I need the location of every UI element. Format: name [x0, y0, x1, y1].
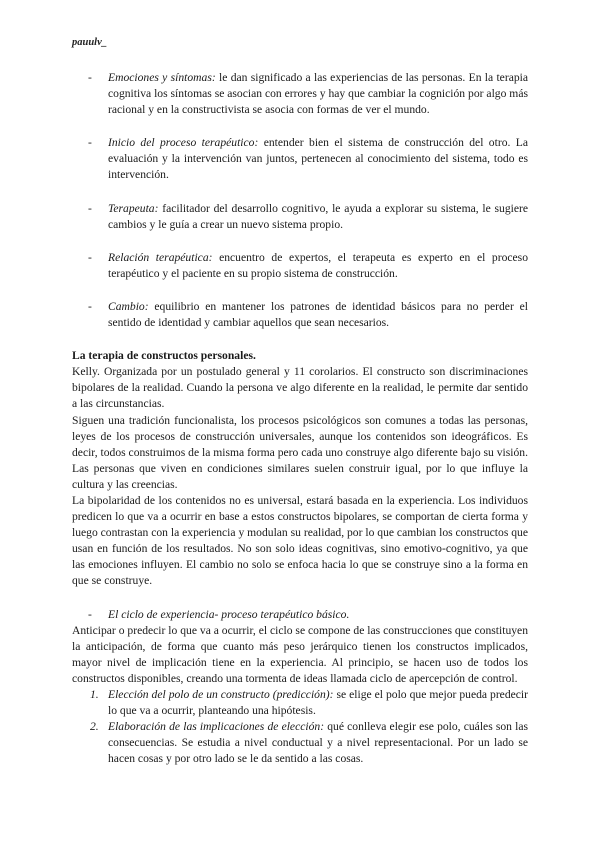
item-text: equilibrio en mantener los patrones de identidad básicos para no perder el sentido de identidad y cambiar aquellos que sean necesarios.: [108, 299, 528, 330]
list-item: [72, 299, 528, 331]
paragraph: Anticipar o predecir lo que va a ocurrir, el ciclo se compone de las construcciones que constituyen la anticipación, de forma que cuanto más peso jerárquico tienen los constructos implicados, mayor nivel de implicación tiene en la experiencia. Al principio, se hacen uso de todos los constructos disponibles, creando una tormenta de ideas llamada ciclo de apercepción de control.: [72, 623, 528, 685]
item-text: qué conlleva elegir ese polo, cuáles son las consecuencias. Se estudia a nivel conductual y a nivel representacional. Por un lado se hacen cosas y por otro lado se le da sentido a las cosas.: [108, 720, 529, 766]
dash-marker: -: [88, 201, 92, 215]
item-number: 1.: [90, 688, 99, 701]
list-item: [72, 70, 528, 118]
dash-marker: -: [88, 71, 92, 84]
paragraph: Kelly. Organizada por un postulado general y 11 corolarios. El constructo son discriminaciones bipolares de la realidad. Cuando la persona ve algo diferente en la realidad, le permite dar sentido a las circunstancias.: [72, 365, 528, 411]
list-item: [72, 135, 528, 183]
section-title: La terapia de constructos personales.: [72, 349, 256, 363]
document-body: [72, 70, 528, 767]
item-term: Cambio:: [108, 299, 149, 313]
item-text: le dan significado a las experiencias de las personas. En la terapia cognitiva los síntomas se asocian con errores y hay que cambiar la cognición por algo más racional y en la constructivista se asocia con formas de ver el mundo.: [108, 71, 528, 117]
item-text: entender bien el sistema de construcción del otro. La evaluación y la intervención van juntos, pertenecen al conocimiento del sistema, todo es intervención.: [108, 136, 529, 182]
item-text: encuentro de expertos, el terapeuta es experto en el proceso terapéutico y el paciente en su propio sistema de construcción.: [108, 250, 528, 280]
numbered-item: [72, 719, 528, 767]
author-header: pauulv_: [72, 37, 108, 48]
item-number: 2.: [90, 720, 99, 734]
dash-marker: -: [88, 299, 92, 313]
list-item: [72, 201, 528, 233]
dash-marker: -: [88, 136, 92, 150]
item-term: Inicio del proceso terapéutico:: [108, 136, 259, 150]
item-term: Elección del polo de un constructo (predicción):: [108, 688, 334, 701]
item-term: Relación terapéutica:: [108, 250, 213, 264]
sub-heading: El ciclo de experiencia- proceso terapéutico básico.: [108, 607, 350, 621]
item-term: Terapeuta:: [108, 201, 159, 215]
dash-marker: -: [88, 250, 92, 264]
paragraph: La bipolaridad de los contenidos no es universal, estará basada en la experiencia. Los individuos predicen lo que va a ocurrir en base a estos constructos bipolares, se comportan de cierta forma y luego contrastan con la experiencia y modulan su realidad, por lo que cambian los constructos que usan en función de los resultados. No son solo ideas cognitivas, sino emotivo-cognitivo, ya que las emociones influyen. El cambio no solo se enfoca hacia lo que se construye sino a la forma en que se construye.: [72, 493, 528, 588]
item-term: Elaboración de las implicaciones de elección:: [108, 720, 325, 734]
list-item: [72, 607, 528, 623]
paragraph: Siguen una tradición funcionalista, los procesos psicológicos son comunes a todas las personas, leyes de los procesos de construcción universales, aunque los contenidos son ideográficos. Es decir, todos construimos de la misma forma pero cada uno construye algo diferente bajo su visión. Las personas que viven en condiciones similares suelen construir igual, por lo que influye la cultura y las creencias.: [72, 413, 528, 491]
numbered-item: [72, 687, 528, 719]
item-text: facilitador del desarrollo cognitivo, le ayuda a explorar su sistema, le sugiere cambios y le guía a crear un nuevo sistema propio.: [108, 201, 528, 231]
numbered-list: [72, 687, 528, 767]
list-item: [72, 250, 528, 282]
item-text: se elige el polo que mejor pueda predecir lo que va a ocurrir, planteando una hipótesis.: [108, 688, 529, 718]
item-term: Emociones y síntomas:: [108, 71, 216, 84]
dash-marker: -: [88, 607, 92, 621]
